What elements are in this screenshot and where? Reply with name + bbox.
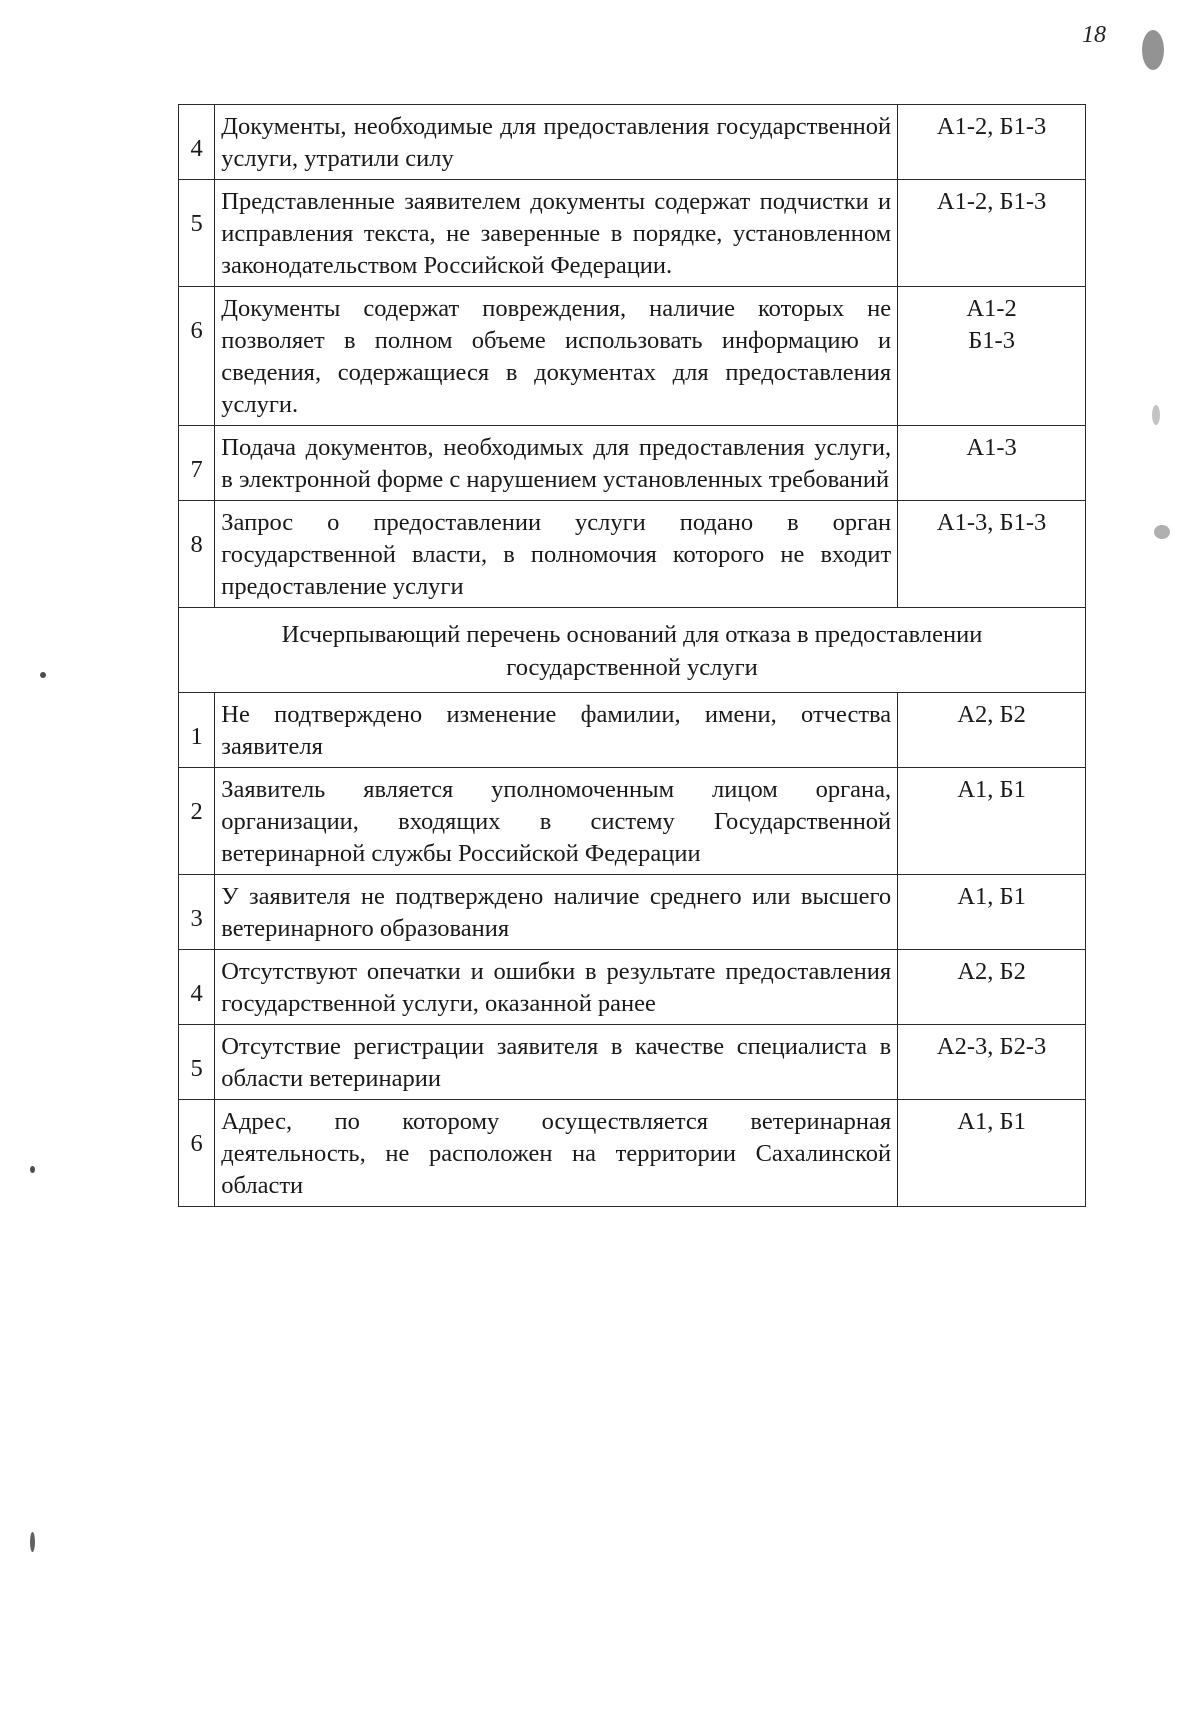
table-part1 (179, 105, 1086, 608)
row-text: Адрес, по которому осуществляется ветеринарная деятельность, не расположен на территории Сахалинской области (215, 1100, 898, 1207)
table-section (179, 608, 1086, 693)
table-row (179, 105, 1086, 180)
row-text: Подача документов, необходимых для предоставления услуги, в электронной форме с нарушением установленных требований (215, 426, 898, 501)
table-row (179, 287, 1086, 426)
scan-smudge (1154, 525, 1170, 539)
row-number: 8 (179, 501, 215, 608)
row-code: А1-3 (966, 434, 1017, 461)
row-code: А1-2, Б1-3 (936, 188, 1047, 215)
row-codes (898, 501, 1086, 608)
row-text: Заявитель является уполномоченным лицом органа, организации, входящих в систему Государственной ветеринарной службы Российской Федерации (215, 768, 898, 875)
table-row (179, 1100, 1086, 1207)
section-header-row (179, 608, 1086, 693)
table-part2 (179, 693, 1086, 1207)
row-codes (898, 1025, 1086, 1100)
row-text: Документы содержат повреждения, наличие которых не позволяет в полном объеме использовать информацию и сведения, содержащиеся в документах для предоставления услуги. (215, 287, 898, 426)
table-row (179, 426, 1086, 501)
row-codes (898, 426, 1086, 501)
row-text: Запрос о предоставлении услуги подано в орган государственной власти, в полномочия которого не входит предоставление услуги (215, 501, 898, 608)
row-code: А2, Б2 (957, 958, 1026, 985)
row-text: Представленные заявителем документы содержат подчистки и исправления текста, не заверенные в порядке, установленном законодательством Российской Федерации. (215, 180, 898, 287)
row-number: 5 (179, 1025, 215, 1100)
table-row (179, 1025, 1086, 1100)
row-number: 3 (179, 875, 215, 950)
row-number: 7 (179, 426, 215, 501)
scan-smudge (1142, 30, 1164, 70)
scan-smudge (1152, 405, 1160, 425)
row-codes (898, 875, 1086, 950)
row-number: 6 (179, 1100, 215, 1207)
scan-smudge (30, 1532, 35, 1552)
row-number: 4 (179, 950, 215, 1025)
table-row (179, 180, 1086, 287)
table-row (179, 693, 1086, 768)
row-code: Б1-3 (968, 327, 1015, 354)
row-number: 1 (179, 693, 215, 768)
row-text: Отсутствуют опечатки и ошибки в результате предоставления государственной услуги, оказанной ранее (215, 950, 898, 1025)
row-text: Отсутствие регистрации заявителя в качестве специалиста в области ветеринарии (215, 1025, 898, 1100)
section-header: Исчерпывающий перечень оснований для отказа в предоставлении государственной услуги (179, 608, 1086, 693)
row-text: Документы, необходимые для предоставления государственной услуги, утратили силу (215, 105, 898, 180)
row-codes (898, 180, 1086, 287)
row-codes (898, 105, 1086, 180)
row-code: А1, Б1 (957, 776, 1026, 803)
table-row (179, 768, 1086, 875)
table-row (179, 950, 1086, 1025)
row-text: У заявителя не подтверждено наличие среднего или высшего ветеринарного образования (215, 875, 898, 950)
scan-smudge (30, 1166, 35, 1173)
row-code: А1-3, Б1-3 (936, 509, 1047, 536)
row-codes (898, 693, 1086, 768)
row-number: 2 (179, 768, 215, 875)
row-code: А2, Б2 (957, 701, 1026, 728)
row-text: Не подтверждено изменение фамилии, имени, отчества заявителя (215, 693, 898, 768)
row-number: 5 (179, 180, 215, 287)
page-number: 18 (1082, 22, 1106, 48)
row-codes (898, 950, 1086, 1025)
row-code: А1-2, Б1-3 (936, 113, 1047, 140)
row-code: А1-2 (966, 295, 1017, 322)
scan-smudge (40, 672, 46, 678)
grounds-table (178, 104, 1086, 1207)
row-codes (898, 1100, 1086, 1207)
table-row (179, 875, 1086, 950)
row-number: 6 (179, 287, 215, 426)
row-code: А1, Б1 (957, 883, 1026, 910)
row-number: 4 (179, 105, 215, 180)
table-row (179, 501, 1086, 608)
row-code: А1, Б1 (957, 1108, 1026, 1135)
row-code: А2-3, Б2-3 (936, 1033, 1047, 1060)
row-codes (898, 287, 1086, 426)
row-codes (898, 768, 1086, 875)
